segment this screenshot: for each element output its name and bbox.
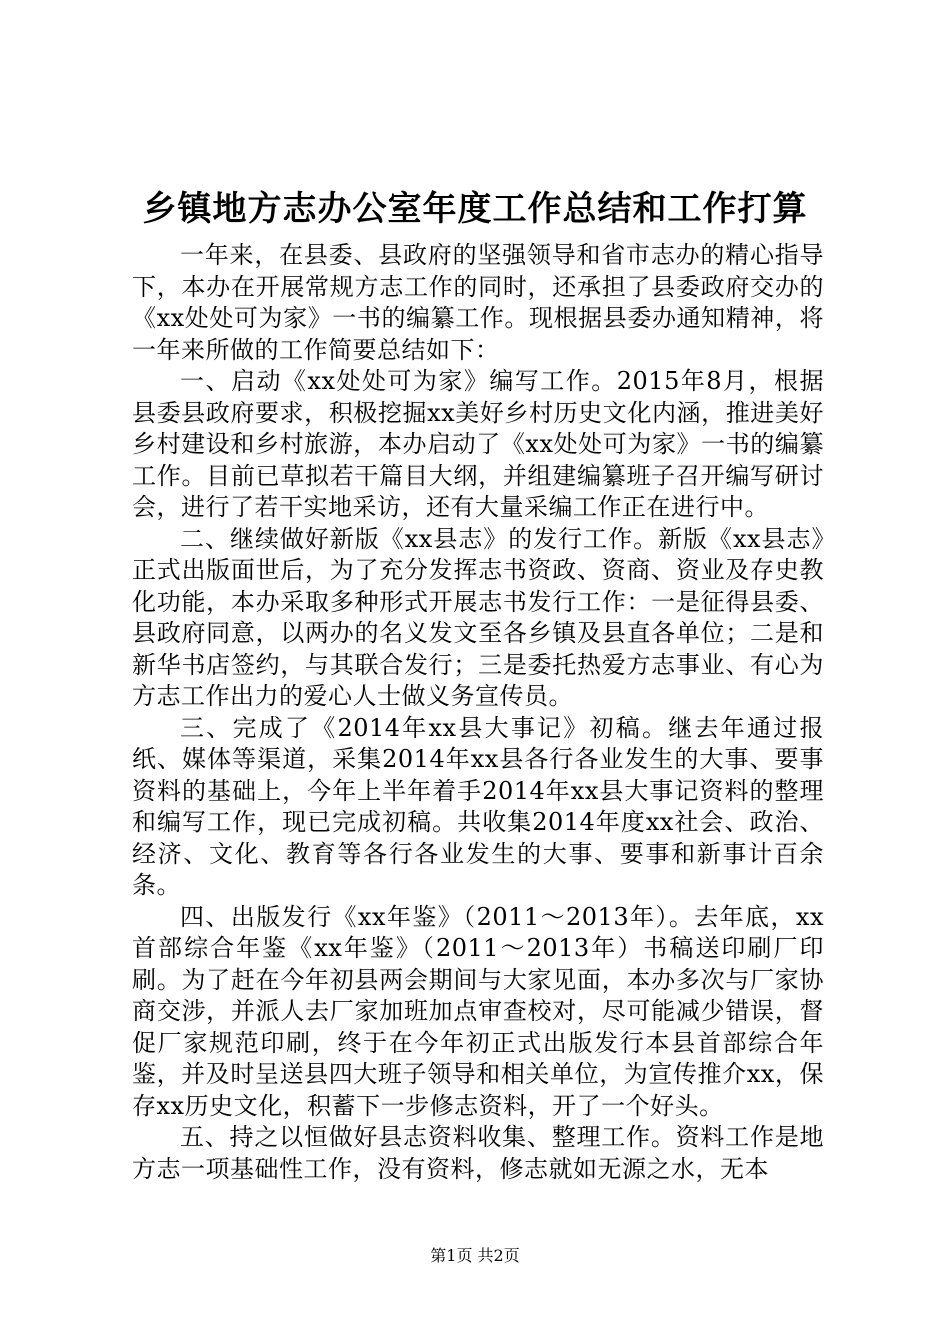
paragraph-intro: 一年来，在县委、县政府的坚强领导和省市志办的精心指导下，本办在开展常规方志工作的同时，还承担了县委政府交办的《xx处处可为家》一书的编纂工作。现根据县委办通知精神，将一年来所做的工作简要总结如下： <box>132 241 824 364</box>
paragraph-section-1: 一、启动《xx处处可为家》编写工作。2015年8月，根据县委县政府要求，积极挖掘xx美好乡村历史文化内涵，推进美好乡村建设和乡村旅游，本办启动了《xx处处可为家》一书的编纂工作。目前已草拟若干篇目大纲，并组建编纂班子召开编写研讨会，进行了若干实地采访，还有大量采编工作正在进行中。 <box>132 367 824 521</box>
paragraph-section-3: 三、完成了《2014年xx县大事记》初稿。继去年通过报纸、媒体等渠道，采集2014年xx县各行各业发生的大事、要事资料的基础上，今年上半年着手2014年xx县大事记资料的整理和编写工作，现已完成初稿。共收集2014年度xx社会、政治、经济、文化、教育等各行各业发生的大事、要事和新事计百余条。 <box>132 713 824 899</box>
document-title: 乡镇地方志办公室年度工作总结和工作打算 <box>142 189 808 229</box>
paragraph-section-5: 五、持之以恒做好县志资料收集、整理工作。资料工作是地方志一项基础性工作，没有资料，修志就如无源之水，无本 <box>132 1123 824 1183</box>
page-number: 第1页 共2页 <box>430 1246 520 1265</box>
paragraph-section-2: 二、继续做好新版《xx县志》的发行工作。新版《xx县志》正式出版面世后，为了充分发挥志书资政、资商、资业及存史教化功能，本办采取多种形式开展志书发行工作：一是征得县委、县政府同意，以两办的名义发文至各乡镇及县直各单位；二是和新华书店签约，与其联合发行；三是委托热爱方志事业、有心为方志工作出力的爱心人士做义务宣传员。 <box>132 524 824 710</box>
page-footer <box>0 1244 950 1268</box>
paragraph-section-4: 四、出版发行《xx年鉴》（2011～2013年）。去年底，xx首部综合年鉴《xx年鉴》（2011～2013年）书稿送印刷厂印刷。为了赶在今年初县两会期间与大家见面，本办多次与厂家协商交涉，并派人去厂家加班加点审查校对，尽可能减少错误，督促厂家规范印刷，终于在今年初正式出版发行本县首部综合年鉴，并及时呈送县四大班子领导和相关单位，为宣传推介xx，保存xx历史文化，积蓄下一步修志资料，开了一个好头。 <box>132 902 824 1120</box>
document-body <box>132 240 824 1185</box>
